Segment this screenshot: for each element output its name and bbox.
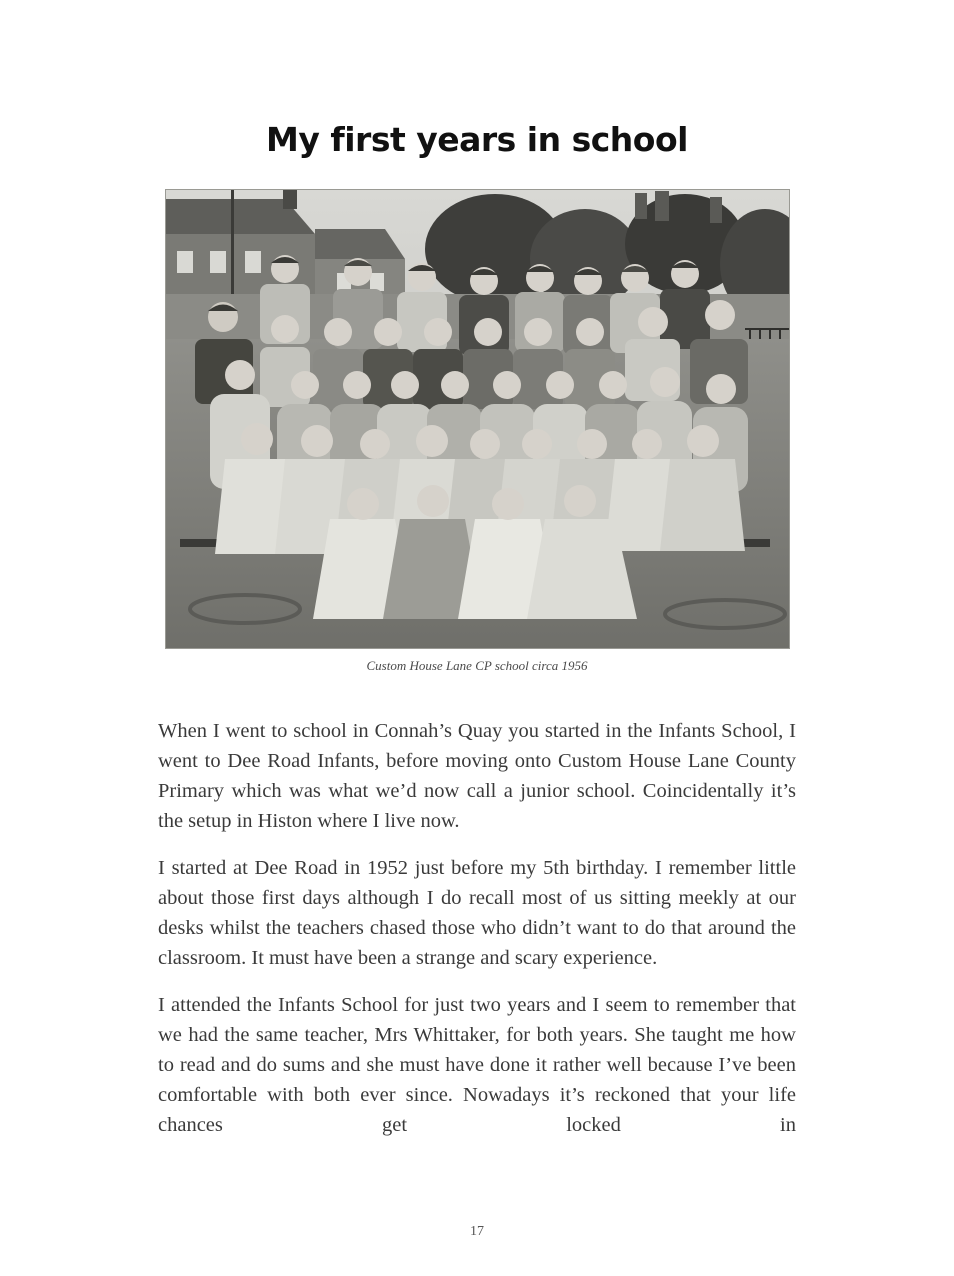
body-text — [158, 716, 796, 1157]
page-number: 17 — [470, 1224, 484, 1239]
page-title: My first years in school — [266, 120, 688, 159]
class-photo — [165, 189, 790, 649]
paragraph-3: I attended the Infants School for just two years and I seem to remember that we had the same teacher, Mrs Whittaker, for both years. She taught me how to read and do sums and she must have done it rather well because I’ve been comfortable with both ever since. Nowadays it’s reckoned that your life chances get locked in — [158, 994, 796, 1136]
photo-caption: Custom House Lane CP school circa 1956 — [366, 658, 588, 673]
paragraph-2: I started at Dee Road in 1952 just before my 5th birthday. I remember little about those first days although I do recall most of us sitting meekly at our desks whilst the teachers chased those who didn’t want to do that around the classroom. It must have been a strange and scary experience. — [158, 857, 796, 969]
paragraph-1: When I went to school in Connah’s Quay you started in the Infants School, I went to Dee Road Infants, before moving onto Custom House Lane County Primary which was what we’d now call a junior school. Coincidentally it’s the setup in Histon where I live now. — [158, 720, 796, 832]
